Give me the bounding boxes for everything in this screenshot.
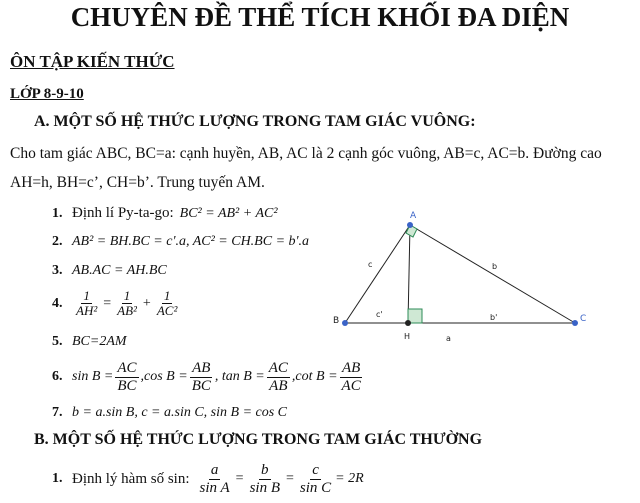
item-number: 5. [52,334,63,349]
sine-cosine-formula: b = a.sin B, c = a.sin C, sin B = cos C [72,405,288,420]
formula-item-5 [52,334,127,350]
altitude-ah [408,225,410,323]
point-b [342,320,348,326]
label-b: B [333,316,340,326]
fraction: $\frac{1}{\text{AB²}}$ [117,288,137,319]
fraction: $\frac{AC}{BC}$ [117,360,137,394]
item-label: Định lí Py-ta-go: [72,205,174,221]
label-a: A [410,211,417,221]
circumradius-result: = 2R [335,471,364,486]
part-b-heading: B. MỘT SỐ HỆ THỨC LƯỢNG TRONG TAM GIÁC THƯỜNG [34,431,483,448]
item-number: 6. [52,369,63,384]
law-of-sines-item: 1. Định lý hàm số sin: $\frac{a}{\text{sin A}}$ = $\frac{b}{\text{sin B}}$ = $\frac{c}{\text{sin C}}$ = 2R [52,462,364,496]
intro-line-2: AH=h, BH=c’, CH=b’. Trung tuyến AM. [10,174,265,191]
item-number: 2. [52,234,63,249]
formula-item-1 [52,205,278,222]
label-side-a: a [446,334,451,343]
fraction: $\frac{c}{\text{sin C}}$ [299,462,332,496]
side-ab [345,225,410,323]
fraction: $\frac{AC}{AB}$ [268,360,288,394]
formula-item-2 [52,234,309,250]
tan-label: , tan B = [214,369,265,384]
projection-formula: AB² = BH.BC = c'.a, AC² = CH.BC = b'.a [72,234,310,249]
formula-item-7 [52,405,287,421]
point-a [407,222,413,228]
item-number: 3. [52,263,63,278]
label-c: C [580,314,587,324]
fraction: $\frac{AB}{AC}$ [341,360,361,394]
fraction: $\frac{AB}{BC}$ [191,360,211,394]
fraction: $\frac{b}{\text{sin B}}$ [249,462,280,496]
formula-item-6 [52,360,365,394]
item-number: 7. [52,405,63,420]
formula-item-3 [52,263,167,279]
part-a-heading: A. MỘT SỐ HỆ THỨC LƯỢNG TRONG TAM GIÁC VUÔNG: [34,113,476,130]
label-b-prime: b' [490,313,498,322]
median-formula: BC=2AM [72,334,127,349]
fraction: $\frac{1}{\text{AC²}}$ [156,288,178,319]
right-triangle-figure [330,205,590,350]
area-formula: AB.AC = AH.BC [72,263,167,278]
label-h: H [404,332,411,341]
grade-label: LỚP 8-9-10 [10,86,84,102]
side-ac [410,225,575,323]
fraction: $\frac{a}{\text{sin A}}$ [199,462,230,496]
cos-label: ,cos B = [140,369,188,384]
intro-line-1: Cho tam giác ABC, BC=a: cạnh huyền, AB, AC là 2 cạnh góc vuông, AB=c, AC=b. Đường cao [10,145,602,162]
item-label: Định lý hàm số sin: [72,470,190,487]
label-side-b: b [492,262,498,271]
item-number: 1. [52,205,63,221]
point-c [572,320,578,326]
label-side-c: c [368,260,373,269]
point-h [405,320,411,326]
formula-item-4: 4. $\frac{1}{\text{AH²}}$ = $\frac{1}{\text{AB²}}$ + $\frac{1}{\text{AC²}}$ [52,288,178,319]
page-title: CHUYÊN ĐỀ THỂ TÍCH KHỐI ĐA DIỆN [70,2,570,32]
item-number: 4. [52,295,63,311]
pythagoras-formula: BC² = AB² + AC² [179,205,278,221]
section-review-heading: ÔN TẬP KIẾN THỨC [10,52,175,71]
fraction: $\frac{1}{\text{AH²}}$ [76,288,98,319]
cot-label: ,cot B = [291,369,338,384]
sin-label: sin B = [72,369,114,384]
item-number: 1. [52,471,63,486]
label-c-prime: c' [376,310,383,319]
